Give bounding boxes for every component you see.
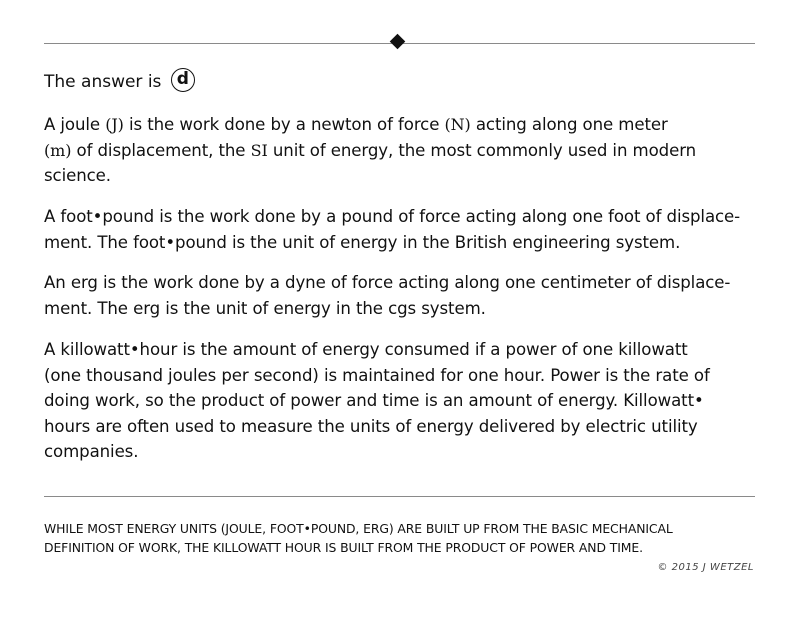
paragraph-line: A killowatt•hour is the amount of energy consumed if a power of one killowatt [44, 340, 688, 359]
paragraph-kilowatt-hour [44, 337, 756, 465]
paragraph-line: doing work, so the product of power and time is an amount of energy. Killowatt• [44, 391, 704, 410]
paragraph-joule [44, 112, 756, 189]
answer-prefix: The answer is [44, 72, 162, 92]
paragraph-line: ment. The erg is the unit of energy in the cgs system. [44, 298, 486, 318]
unit-symbol-newton: (N) [444, 115, 471, 134]
copyright-notice: © 2015 J WETZEL [657, 562, 754, 573]
text-run: is the work done by a newton of force [123, 115, 445, 134]
unit-symbol-si: SI [250, 140, 268, 160]
paragraph-line: science. [44, 166, 111, 185]
text-run: A joule [44, 115, 106, 134]
footnote [44, 519, 756, 557]
paragraph-line: ment. The foot•pound is the unit of energy in the British engineering system. [44, 232, 681, 252]
diamond-ornament-icon [390, 34, 406, 50]
paragraph-foot-pound [44, 204, 756, 255]
paragraph-line: (one thousand joules per second) is maintained for one hour. Power is the rate of [44, 365, 710, 385]
text-run: acting along one meter [470, 115, 668, 134]
paragraph-line [44, 112, 756, 138]
answer-letter-badge: d [171, 68, 195, 92]
paragraph-line: An erg is the work done by a dyne of force acting along one centimeter of displace- [44, 273, 731, 292]
footnote-line: WHILE MOST ENERGY UNITS (JOULE, FOOT•POUND, ERG) ARE BUILT UP FROM THE BASIC MECHANICAL [44, 521, 673, 536]
paragraph-line: companies. [44, 442, 139, 461]
paragraph-erg [44, 270, 756, 321]
footnote-line: DEFINITION OF WORK, THE KILLOWATT HOUR IS BUILT FROM THE PRODUCT OF POWER AND TIME. [44, 540, 643, 555]
text-run: of displacement, the [71, 140, 251, 160]
paragraph-line: hours are often used to measure the units of energy delivered by electric utility [44, 416, 698, 436]
paragraph-line: A foot•pound is the work done by a pound of force acting along one foot of displace- [44, 207, 741, 226]
unit-symbol-joule: (J) [105, 115, 124, 134]
bottom-divider [44, 496, 755, 497]
paragraph-line [44, 138, 756, 164]
unit-symbol-meter: (m) [44, 140, 72, 160]
text-run: unit of energy, the most commonly used in modern [267, 140, 697, 160]
answer-line [44, 70, 195, 94]
